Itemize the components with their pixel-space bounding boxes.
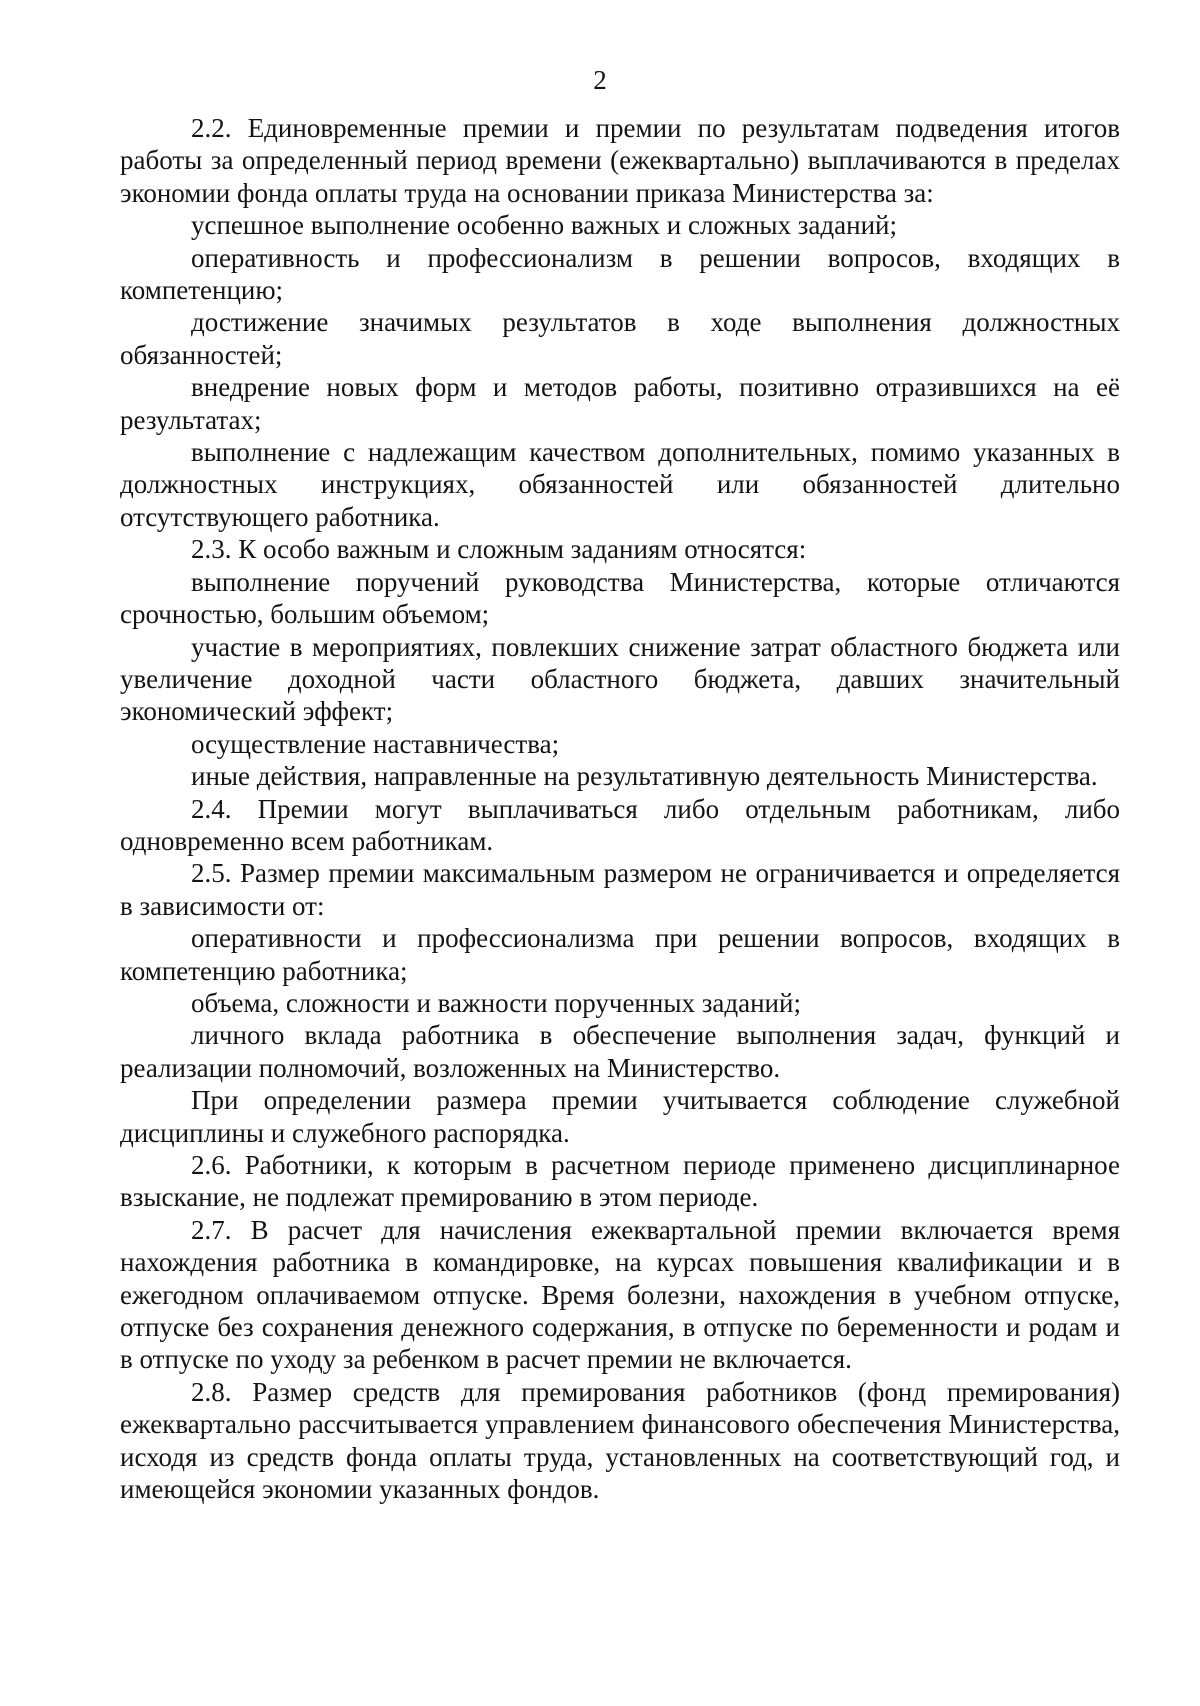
paragraph-2-5: 2.5. Размер премии максимальным размером не ограничивается и определяется в зависимости от: bbox=[120, 858, 1120, 921]
list-item: оперативность и профессионализм в решении вопросов, входящих в компетенцию; bbox=[120, 242, 1120, 306]
list-item: участие в мероприятиях, повлекших снижение затрат областного бюджета или увеличение доходной части областного бюджета, давших значительный экономический эффект; bbox=[120, 631, 1120, 727]
list-item: объема, сложности и важности порученных заданий; bbox=[191, 987, 801, 1018]
list-item: внедрение новых форм и методов работы, позитивно отразившихся на её результатах; bbox=[120, 372, 1120, 435]
paragraph-2-4: 2.4. Премии могут выплачиваться либо отдельным работникам, либо одновременно всем работникам. bbox=[120, 793, 1120, 856]
paragraph-2-3: 2.3. К особо важным и сложным заданиям относятся: bbox=[191, 534, 807, 565]
list-item: выполнение с надлежащим качеством дополнительных, помимо указанных в должностных инструкциях, обязанностей или обязанностей длительно отсутствующего работника. bbox=[120, 437, 1120, 532]
list-item: осуществление наставничества; bbox=[191, 728, 560, 759]
list-item: выполнение поручений руководства Министерства, которые отличаются срочностью, большим объемом; bbox=[120, 566, 1120, 630]
page-number: 2 bbox=[593, 65, 607, 95]
list-item: оперативности и профессионализма при решении вопросов, входящих в компетенцию работника; bbox=[120, 923, 1120, 986]
document-body bbox=[120, 112, 1120, 1505]
list-item: личного вклада работника в обеспечение выполнения задач, функций и реализации полномочий, возложенных на Министерство. bbox=[120, 1020, 1120, 1083]
list-item: иные действия, направленные на результативную деятельность Министерства. bbox=[191, 761, 1098, 792]
paragraph-2-6: 2.6. Работники, к которым в расчетном периоде применено дисциплинарное взыскание, не подлежат премированию в этом периоде. bbox=[120, 1150, 1120, 1213]
paragraph-2-7: 2.7. В расчет для начисления ежеквартальной премии включается время нахождения работника в командировке, на курсах повышения квалификации и в ежегодном оплачиваемом отпуске. Время болезни, нахождения в учебном отпуске, отпуске без сохранения денежного содержания, в отпуске по беременности и родам и в отпуске по уходу за ребенком в расчет премии не включается. bbox=[120, 1214, 1120, 1375]
list-item: успешное выполнение особенно важных и сложных заданий; bbox=[191, 210, 897, 241]
paragraph-2-2: 2.2. Единовременные премии и премии по результатам подведения итогов работы за определенный период времени (ежеквартально) выплачиваются в пределах экономии фонда оплаты труда на основании приказа Министерства за: bbox=[120, 113, 1120, 208]
list-item: достижение значимых результатов в ходе выполнения должностных обязанностей; bbox=[120, 307, 1120, 370]
paragraph-2-8: 2.8. Размер средств для премирования работников (фонд премирования) ежеквартально рассчитывается управлением финансового обеспечения Министерства, исходя из средств фонда оплаты труда, установленных на соответствующий год, и имеющейся экономии указанных фондов. bbox=[120, 1376, 1120, 1505]
paragraph-discipline: При определении размера премии учитывается соблюдение служебной дисциплины и служебного распорядка. bbox=[120, 1085, 1120, 1148]
